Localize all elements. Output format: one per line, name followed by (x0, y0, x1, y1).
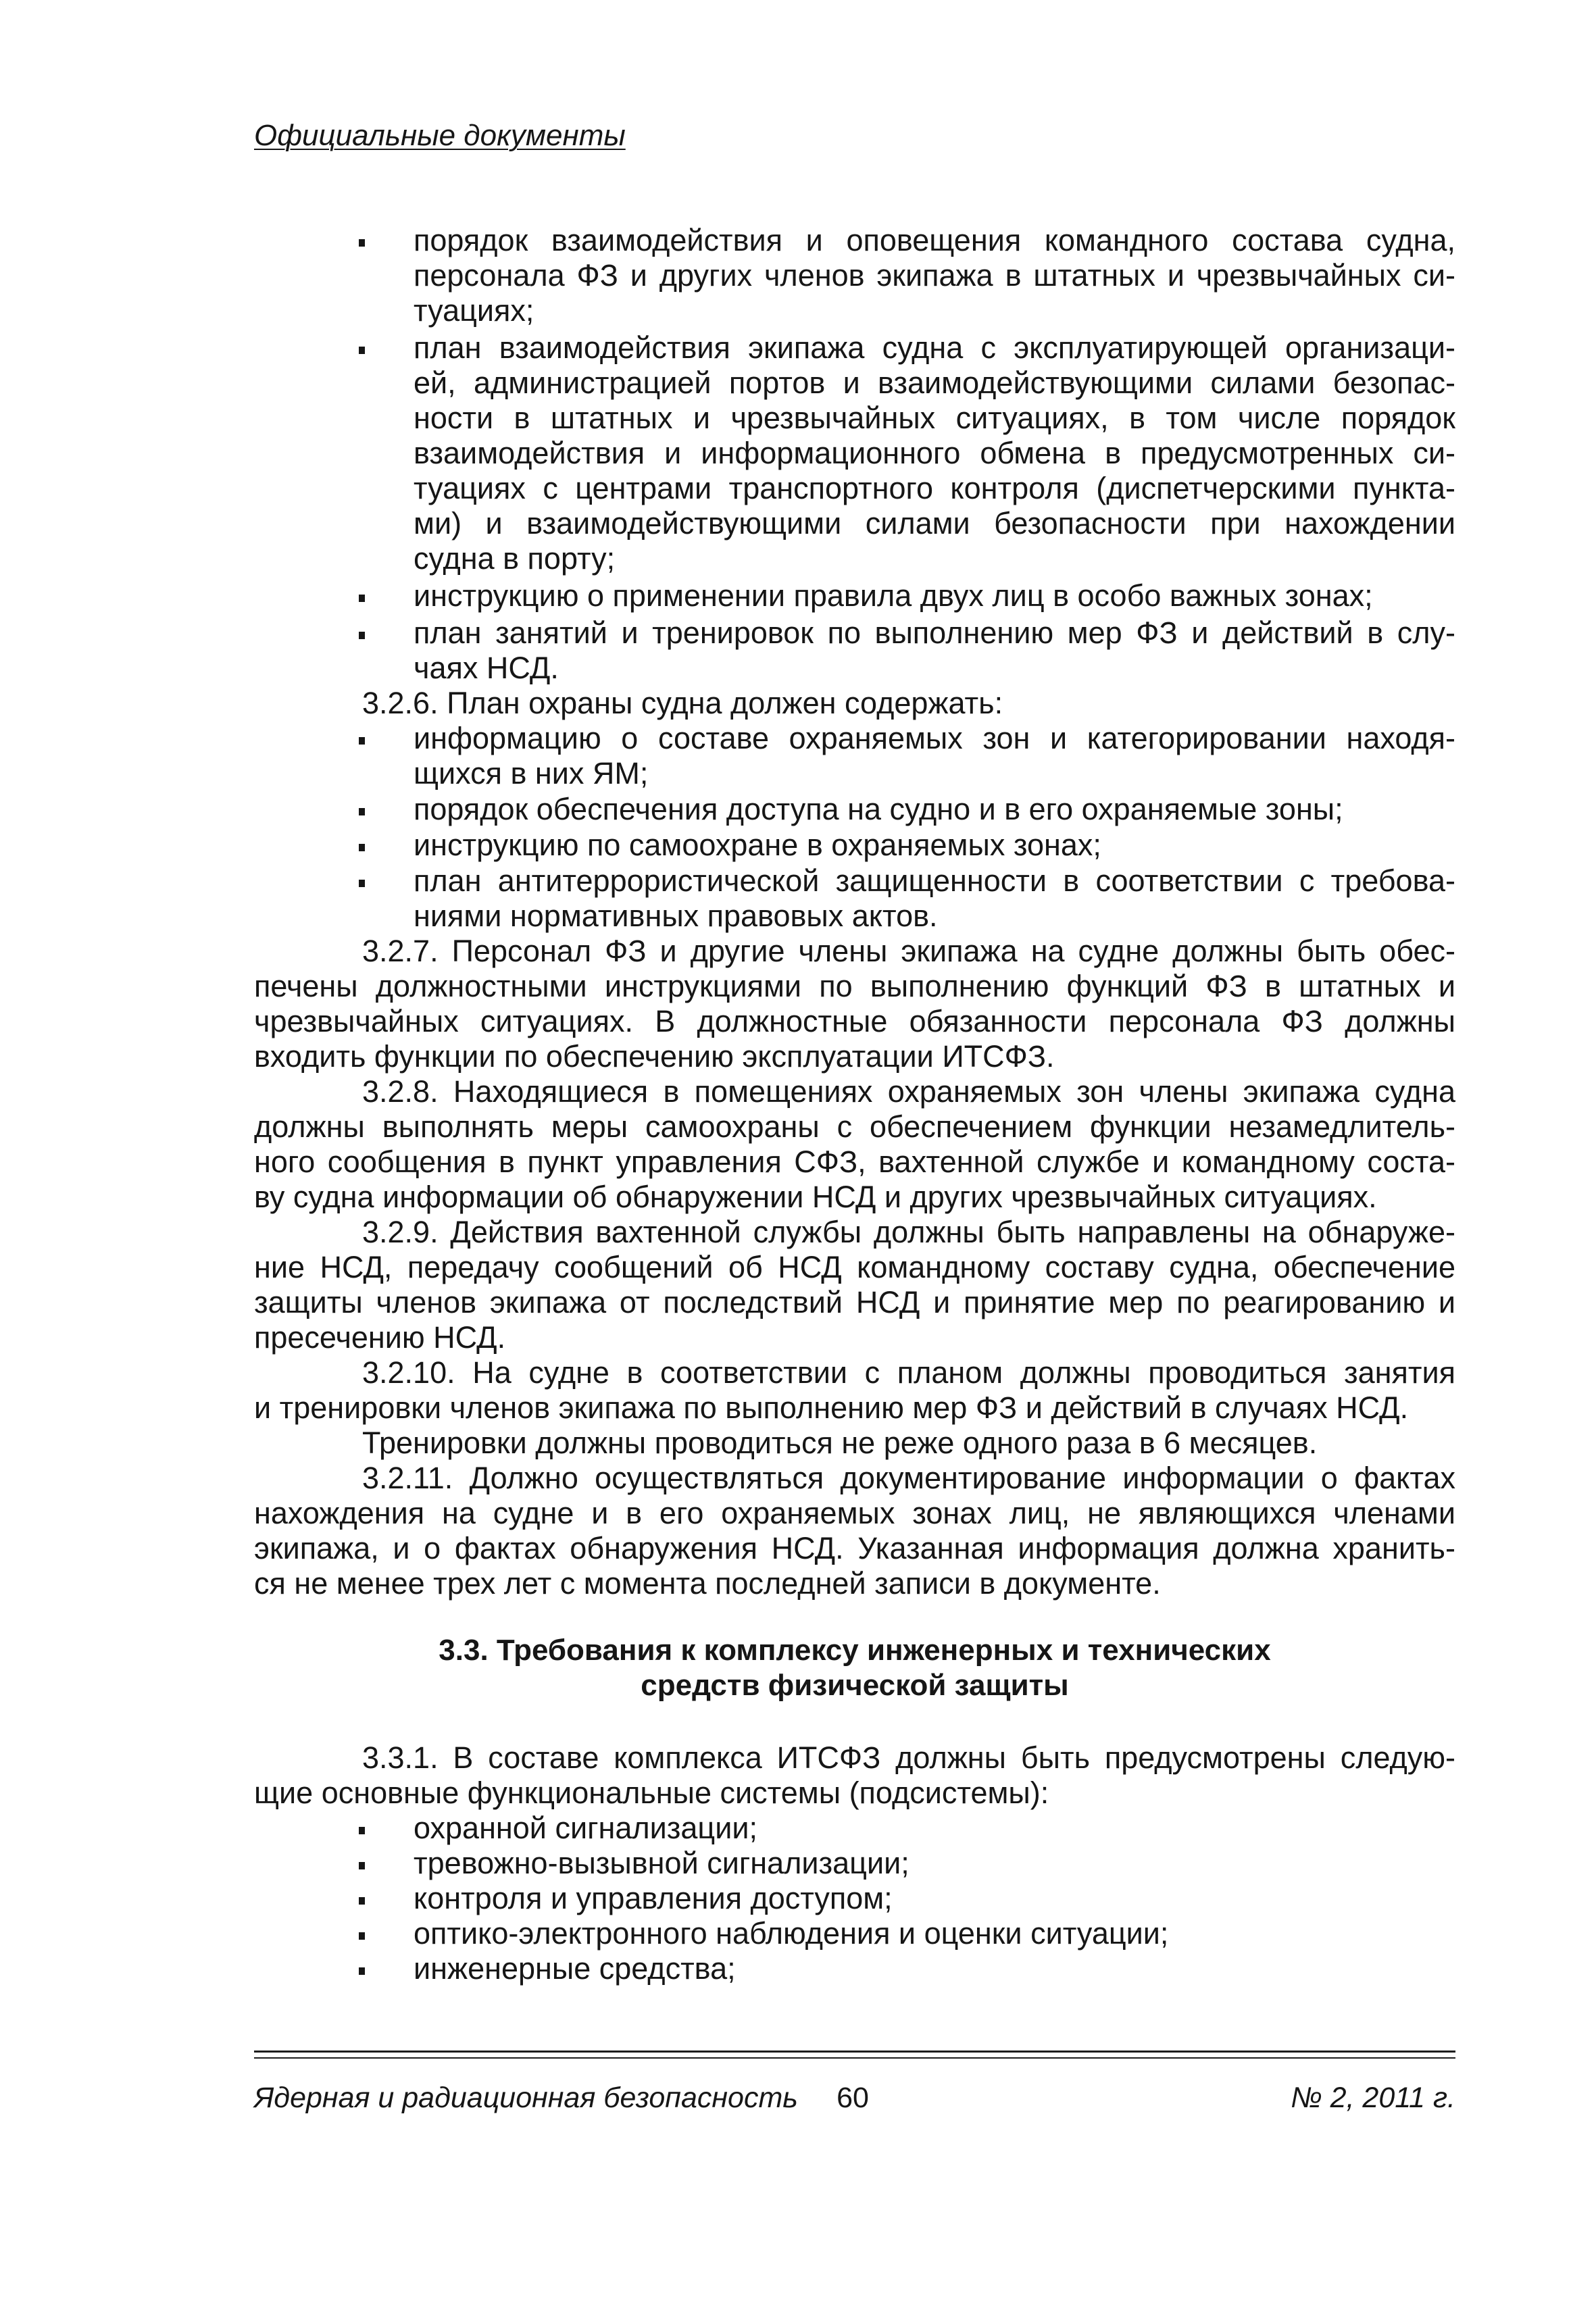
running-header: Официальные документы (254, 119, 626, 152)
text-line: входить функции по обеспечению эксплуатации ИТСФЗ. (254, 1039, 1055, 1074)
text-line: оптико-электронного наблюдения и оценки ситуации; (414, 1916, 1169, 1951)
paragraph (254, 1074, 1455, 1215)
text-line: ей, администрацией портов и взаимодействующими силами безопас- (414, 366, 1455, 400)
square-bullet-icon (359, 239, 365, 247)
text-line: экипажа, и о фактах обнаружения НСД. Указанная информация должна хранить- (254, 1531, 1455, 1565)
text-line: персонала ФЗ и других членов экипажа в штатных и чрезвычайных си- (414, 258, 1455, 293)
text-line: порядок взаимодействия и оповещения командного состава судна, (414, 223, 1455, 257)
text-line: контроля и управления доступом; (414, 1881, 893, 1915)
square-bullet-icon (359, 1827, 365, 1834)
text-line: инженерные средства; (414, 1951, 736, 1986)
text-line: 3.2.8. Находящиеся в помещениях охраняемых зон члены экипажа судна (362, 1074, 1455, 1109)
body-text (254, 223, 1455, 1986)
list-item (254, 615, 1455, 686)
text-line: судна в порту; (414, 541, 616, 576)
text-line: нахождения на судне и в его охраняемых зонах лиц, не являющихся членами (254, 1496, 1455, 1530)
text-line: тревожно-вызывной сигнализации; (414, 1846, 909, 1880)
list-item (254, 792, 1455, 827)
text-line: охранной сигнализации; (414, 1811, 757, 1845)
section-heading (254, 1633, 1455, 1703)
text-line: 3.2.10. На судне в соответствии с планом должны проводиться занятия (362, 1355, 1455, 1390)
paragraph (254, 934, 1455, 1074)
list-item (254, 721, 1455, 791)
text-line: должны выполнять меры самоохраны с обеспечением функции незамедлитель- (254, 1109, 1455, 1144)
text-line: туациях с центрами транспортного контроля (диспетчерскими пункта- (414, 471, 1455, 505)
text-line: порядок обеспечения доступа на судно и в его охраняемые зоны; (414, 792, 1343, 826)
text-line: чрезвычайных ситуациях. В должностные обязанности персонала ФЗ должны (254, 1004, 1455, 1038)
square-bullet-icon (359, 1862, 365, 1869)
paragraph (254, 1740, 1455, 1811)
text-line: пресечению НСД. (254, 1320, 506, 1355)
square-bullet-icon (359, 1897, 365, 1905)
text-line: инструкцию по самоохране в охраняемых зонах; (414, 828, 1101, 862)
text-line: Тренировки должны проводиться не реже одного раза в 6 месяцев. (362, 1426, 1318, 1460)
square-bullet-icon (359, 1932, 365, 1940)
list-item (254, 1951, 1455, 1986)
paragraph (254, 686, 1455, 721)
text-line: взаимодействия и информационного обмена в предусмотренных си- (414, 436, 1455, 470)
list-item (254, 578, 1455, 613)
text-line: ного сообщения в пункт управления СФЗ, вахтенной службе и командному соста- (254, 1145, 1455, 1179)
text-line: информацию о составе охраняемых зон и категорировании находя- (414, 721, 1455, 755)
text-line: ние НСД, передачу сообщений об НСД командному составу судна, обеспечение (254, 1250, 1455, 1284)
text-line: 3.3.1. В составе комплекса ИТСФЗ должны быть предусмотрены следую- (362, 1740, 1455, 1775)
text-line: 3.2.11. Должно осуществляться документирование информации о фактах (362, 1461, 1455, 1495)
list-item (254, 1881, 1455, 1916)
page-number: 60 (837, 2082, 869, 2114)
text-line: туациях; (414, 293, 534, 328)
text-line: защиты членов экипажа от последствий НСД и принятие мер по реагированию и (254, 1285, 1455, 1319)
heading-line: средств физической защиты (641, 1669, 1069, 1702)
square-bullet-icon (359, 844, 365, 851)
bullet-list (254, 223, 1455, 686)
paragraph (254, 1461, 1455, 1601)
text-line: план занятий и тренировок по выполнению мер ФЗ и действий в слу- (414, 615, 1455, 650)
square-bullet-icon (359, 880, 365, 887)
paragraph (254, 1426, 1455, 1461)
square-bullet-icon (359, 347, 365, 354)
text-line: ся не менее трех лет с момента последней записи в документе. (254, 1566, 1161, 1601)
square-bullet-icon (359, 1967, 365, 1975)
list-item (254, 1846, 1455, 1881)
issue-number: № 2, 2011 г. (1291, 2082, 1455, 2114)
footer-rule (254, 2051, 1455, 2053)
text-line: печены должностными инструкциями по выполнению функций ФЗ в штатных и (254, 969, 1455, 1003)
paragraph (254, 1355, 1455, 1426)
square-bullet-icon (359, 595, 365, 602)
text-line: ву судна информации об обнаружении НСД и других чрезвычайных ситуациях. (254, 1180, 1377, 1214)
footer-rule (254, 2057, 1455, 2059)
text-line: 3.2.9. Действия вахтенной службы должны быть направлены на обнаруже- (362, 1215, 1455, 1249)
text-line: ниями нормативных правовых актов. (414, 899, 938, 933)
text-line: 3.2.6. План охраны судна должен содержать: (362, 686, 1003, 720)
text-line: чаях НСД. (414, 651, 559, 685)
text-line: ности в штатных и чрезвычайных ситуациях, в том числе порядок (414, 401, 1455, 435)
text-line: план взаимодействия экипажа судна с эксплуатирующей организаци- (414, 330, 1455, 365)
text-line: инструкцию о применении правила двух лиц в особо важных зонах; (414, 578, 1373, 613)
bullet-list (254, 1811, 1455, 1986)
square-bullet-icon (359, 737, 365, 745)
list-item (254, 223, 1455, 328)
text-line: и тренировки членов экипажа по выполнению мер ФЗ и действий в случаях НСД. (254, 1390, 1409, 1425)
list-item (254, 1916, 1455, 1951)
list-item (254, 828, 1455, 863)
text-line: 3.2.7. Персонал ФЗ и другие члены экипажа на судне должны быть обес- (362, 934, 1455, 968)
journal-title: Ядерная и радиационная безопасность (254, 2082, 798, 2114)
text-line: щие основные функциональные системы (подсистемы): (254, 1776, 1049, 1810)
heading-line: 3.3. Требования к комплексу инженерных и технических (439, 1634, 1271, 1667)
list-item (254, 330, 1455, 576)
square-bullet-icon (359, 808, 365, 815)
paragraph (254, 1215, 1455, 1355)
text-line: щихся в них ЯМ; (414, 756, 649, 790)
square-bullet-icon (359, 632, 365, 639)
bullet-list (254, 721, 1455, 934)
list-item (254, 863, 1455, 934)
list-item (254, 1811, 1455, 1846)
text-line: ми) и взаимодействующими силами безопасности при нахождении (414, 506, 1455, 540)
text-line: план антитеррористической защищенности в соответствии с требова- (414, 863, 1455, 898)
